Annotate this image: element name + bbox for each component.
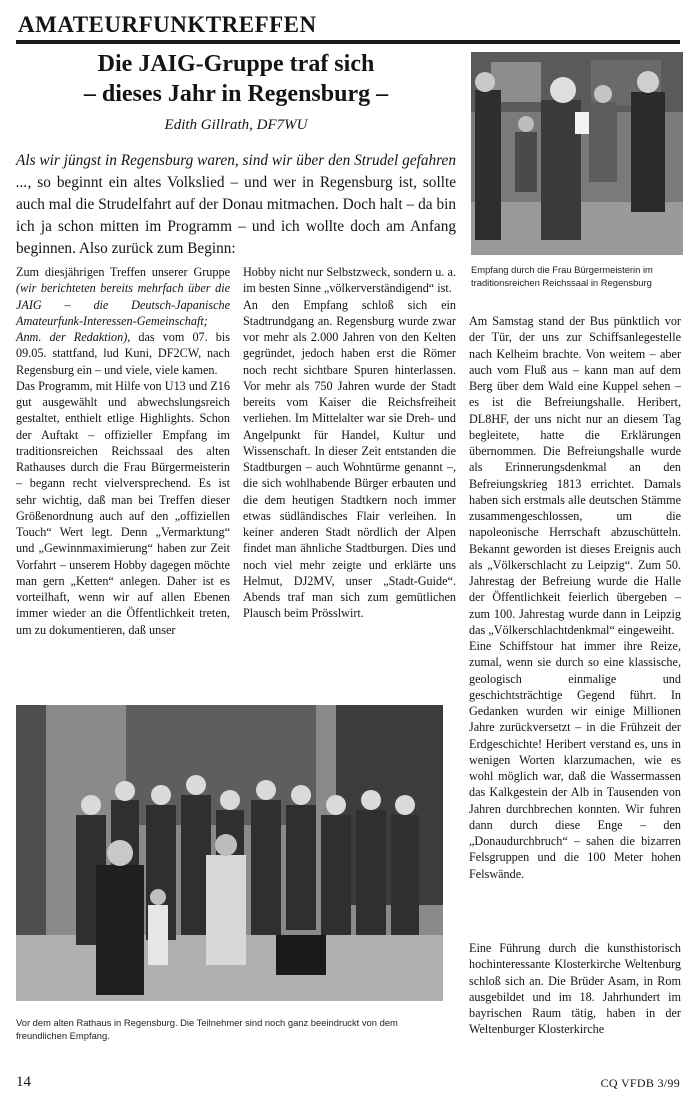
col1-p1-note: (wir berichteten bereits mehrfach über die JAIG – die Deutsch-Japanische Amateurfunk-Interessen-Gemeinschaft; Anm. der Redaktion), [16, 281, 230, 344]
col3-paragraph-3: Eine Führung durch die kunsthistorisch hochinteressante Klosterkirche Weltenburg schloß sich an. Die Brüder Asam, in Rom ausgebildet und im 18. Jahrhundert im bayrischen Raum tätig, haben in der Weltenburger Klosterkirche [469, 941, 681, 1037]
col1-paragraph-1 [16, 264, 230, 378]
page-number: 14 [16, 1074, 31, 1090]
group-photo-caption: Vor dem alten Rathaus in Regensburg. Die Teilnehmer sind noch ganz beeindruckt von dem freundlichen Empfang. [16, 1017, 398, 1041]
column-3-continued [469, 940, 681, 1038]
reception-photo-image [471, 52, 683, 255]
col2-paragraph-1: Hobby nicht nur Selbstzweck, sondern u. a. im besten Sinne „völkerverständigend“ ist. [243, 265, 456, 296]
column-2 [243, 264, 456, 622]
lead-italic: Als wir jüngst in Regensburg waren, sind wir über den Strudel gefahren ..., [16, 152, 456, 191]
column-3 [469, 313, 681, 882]
magazine-footer: CQ VFDB 3/99 [600, 1076, 680, 1090]
col1-p1-start: Zum diesjährigen Treffen unserer Gruppe [16, 265, 230, 279]
article-title-line2: – dieses Jahr in Regensburg – [83, 81, 389, 107]
group-photo [16, 705, 443, 1001]
col3-paragraph-1: Am Samstag stand der Bus pünktlich vor der Tür, der uns zur Schiffsanlegestelle nach Kelheim brachte. Von weitem – aber auch vom Fluß aus – kann man auf dem Berg über dem Wald eine Kuppel sehen – es ist die Befreiungshalle. Heribert, DL8HF, der uns nicht nur an diesem Tag begleitete, hatte die Erklärungen übernommen. Die Befreiungshalle wurde als Erinnerungsdenkmal an den Befreiungskrieg 1813 errichtet. Damals haben sich erstmals alle deutschen Stämme zusammengeschlossen, um die napoleonische Herrschaft abzuschütteln. Bekannt geworden ist dieses Ereignis auch als „Völkerschlacht zu Leipzig“. Zum 50. Jahrestag der Befreiung wurde die Halle der Öffentlichkeit feierlich übergeben – zum 100. Jahrestag wurde dann in Leipzig das „Völkerschlachtdenkmal“ eingeweiht. [469, 314, 681, 637]
article-title-line1: Die JAIG-Gruppe traf sich [97, 51, 375, 77]
lead-rest: so beginnt ein altes Volkslied – und wer in Regensburg ist, sollte auch mal die Strudelfahrt auf der Donau mitmachen. Doch halt – da bin ich ja schon mitten im Programm – und ich wollte doch am Anfang beginnen. Also zurück zum Beginn: [16, 174, 456, 257]
reception-photo-caption: Empfang durch die Frau Bürgermeisterin im traditionsreichen Reichssaal in Regensburg [471, 264, 653, 288]
col1-p1-end: das vom 07. bis 09.05. stattfand, lud Kuni, DF2CW, nach Regensburg ein – und viele, viele kamen. [16, 330, 230, 377]
lead-paragraph [16, 150, 456, 260]
reception-photo [471, 52, 683, 255]
author-byline: Edith Gillrath, DF7WU [164, 117, 308, 133]
col3-paragraph-2: Eine Schiffstour hat immer ihre Reize, zumal, wenn sie durch so eine klassische, geologisch einmalige und geschichtsträchtige Gegend führt. In Gedanken wurden wir einige Millionen Jahre zurückversetzt – in die Frühzeit der Erdgeschichte! Heribert verstand es, uns in wenigen Worten klarzumachen, wie es wohl möglich war, daß die Wassermassen das Kalkgestein der Alb in Tausenden von Jahren durchbrechen konnten. Wir fuhren dann durch diese Enge – den „Donaudurchbruch“ – sahen die bizarren Felsgruppen und die 100 Meter hohen Felswände. [469, 639, 681, 881]
section-title: AMATEURFUNKTREFFEN [18, 12, 317, 37]
col1-paragraph-2: Das Programm, mit Hilfe von U13 und Z16 gut ausgewählt und abwechslungsreich gestaltet, enthielt etlige Highlights. Schon der Auftakt – offizieller Empfang im traditionsreichen Reichssaal des alten Rathauses durch die Frau Bürgermeisterin – begann recht vielversprechend. Es ist sehr wichtig, daß man bei Treffen dieser Größenordnung auch auf den „offiziellen Touch“ Wert legt. Denn „Vermarktung“ und „Gewinnmaximierung“ haben zur Zeit Vorfahrt – unserem Hobby dagegen möchte man gern „Ketten“ anlegen. Daher ist es vorteilhaft, wenn wir auf allen Ebenen immer wieder an die Öffentlichkeit treten, um zu dokumentieren, daß unser [16, 378, 230, 637]
column-1 [16, 264, 230, 638]
group-photo-image [16, 705, 443, 1001]
col2-paragraph-2: An den Empfang schloß sich ein Stadtrundgang an. Regensburg wurde zwar vor mehr als 2.000 Jahren von den Kelten gegründet, jedoch haben erst die Römer noch recht sichtbare Spuren hinterlassen. Vor mehr als 750 Jahren wurde der Stadt bereits vom Kaiser die Reichsfreiheit verliehen. Im Mittelalter war sie Dreh- und Angelpunkt für Handel, Kultur und Wissenschaft. In dieser Zeit entstanden die Stadtburgen – auch Wohntürme genannt –, die sich wohlhabende Bürger erbauten und die dem heutigen Stadtkern noch immer etwas südländisches Flair verleihen. In keiner anderen Stadt nördlich der Alpen findet man ähnliche Stadtburgen. Dies und noch viel mehr zeigte und erklärte uns Helmut, DJ2MV, unser „Stadt-Guide“. Abends traf man sich zum gemütlichen Plausch beim Prösslwirt. [243, 297, 456, 621]
section-rule [16, 40, 680, 44]
